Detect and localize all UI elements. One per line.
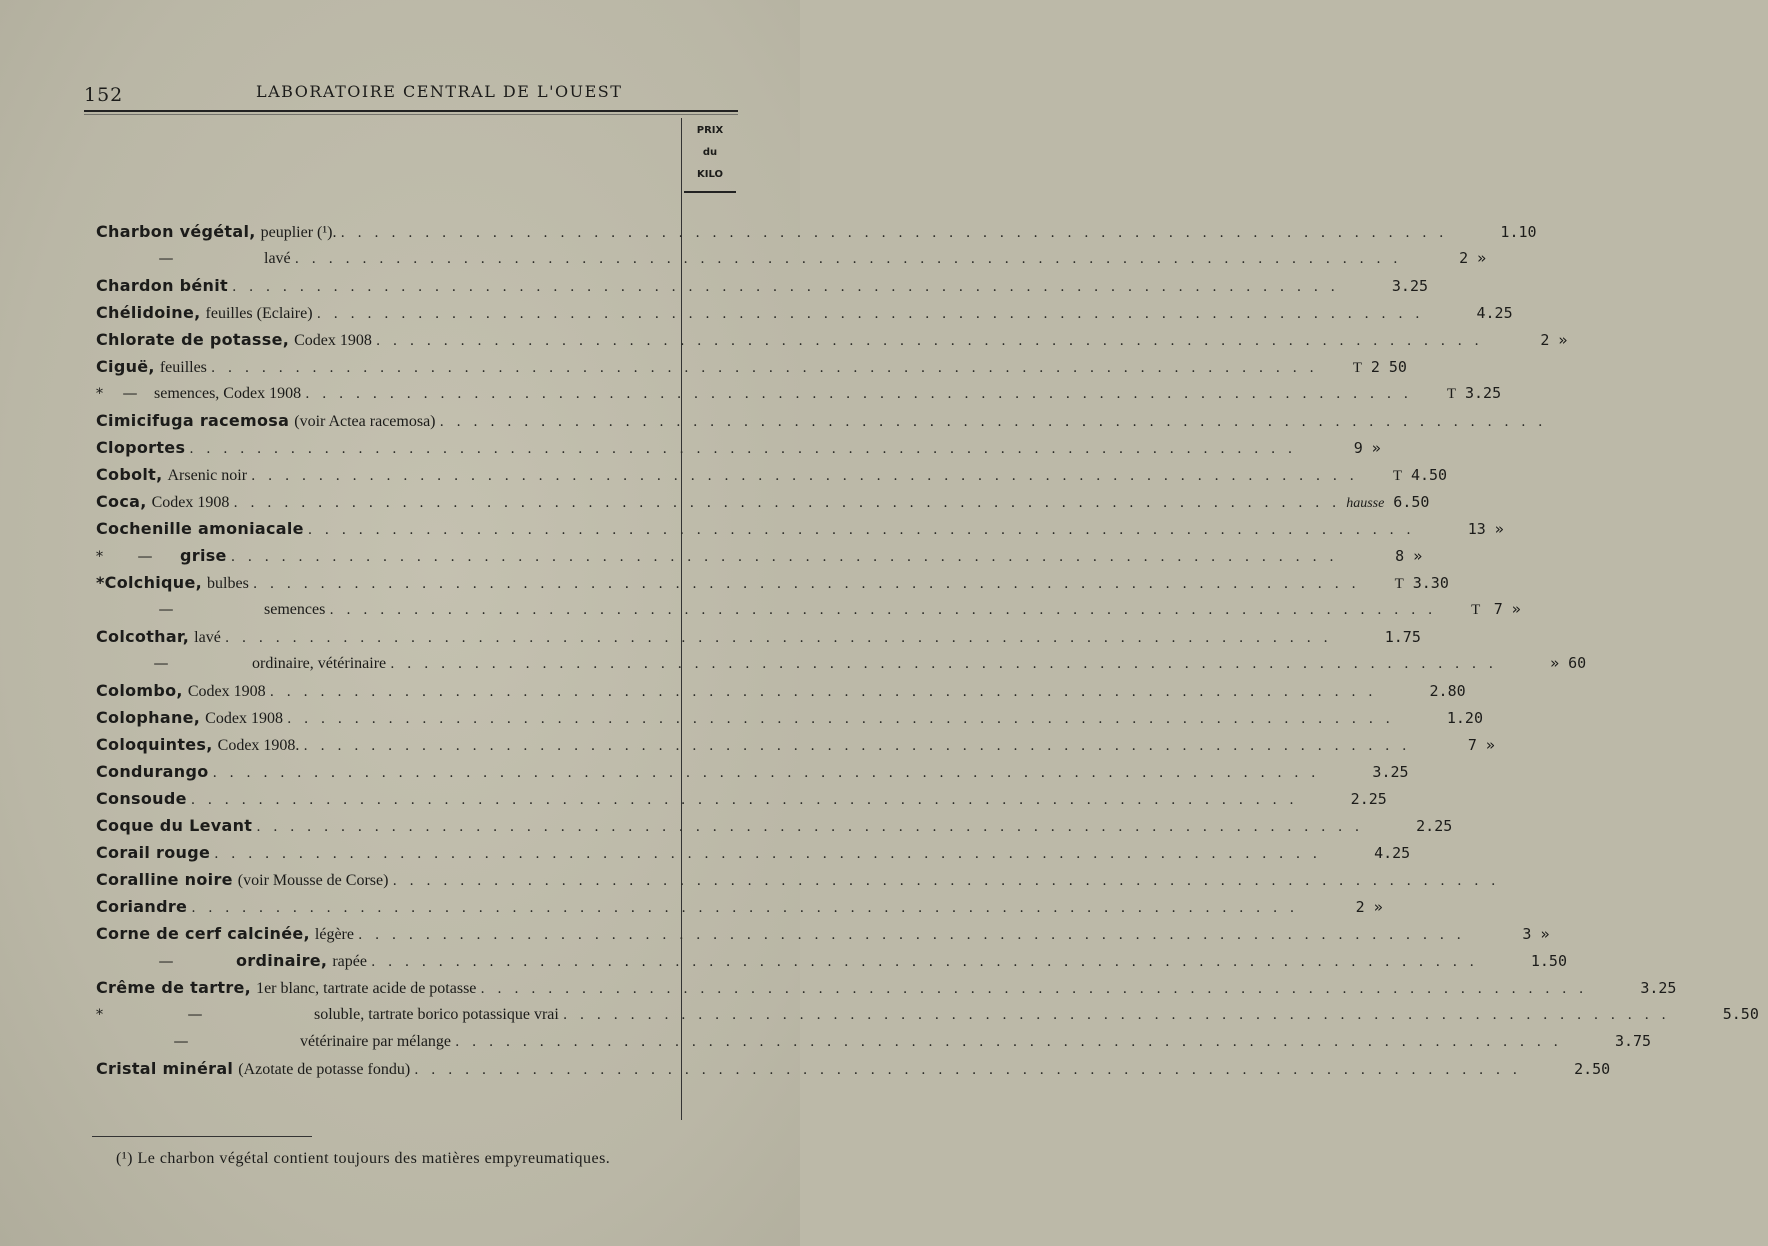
dot-leader	[392, 873, 1499, 889]
entry-label	[96, 249, 291, 268]
entry-description: feuilles (Eclaire)	[205, 305, 313, 322]
dot-leader	[233, 495, 1340, 511]
price-header-line3: KILO	[697, 169, 723, 180]
header-rule-thin	[84, 114, 738, 115]
entry-price: 2 50	[1370, 358, 1407, 376]
entry-price: 3.30	[1412, 574, 1449, 592]
dot-leader	[414, 1062, 1521, 1078]
entry-description: Codex 1908	[151, 494, 230, 511]
list-item	[96, 222, 1537, 248]
entry-price: 4.25	[1374, 844, 1411, 862]
entry-price: 3.25	[1465, 384, 1502, 402]
entry-term: Cochenille amoniacale	[96, 519, 304, 538]
entry-label	[96, 897, 187, 916]
entry-price: 7 »	[1493, 600, 1521, 618]
ditto-dash: —	[122, 384, 138, 402]
entry-price: 13 »	[1467, 520, 1504, 538]
list-item	[96, 438, 1381, 464]
dot-leader	[214, 846, 1321, 862]
entry-label	[96, 411, 436, 431]
entry-label	[96, 1032, 451, 1051]
list-item	[96, 330, 1568, 356]
entry-description: ordinaire, vétérinaire	[252, 655, 387, 672]
entry-term: Cloportes	[96, 438, 186, 457]
entry-description: (voir Mousse de Corse)	[237, 872, 389, 889]
entry-description: 1er blanc, tartrate acide de potasse	[256, 980, 477, 997]
entry-term: Condurango	[96, 762, 209, 781]
list-item	[96, 276, 1429, 302]
entry-mark: T	[1394, 576, 1404, 592]
entry-label	[96, 492, 229, 512]
entry-price: 1.50	[1530, 952, 1567, 970]
entry-price: 3.25	[1372, 763, 1409, 781]
entry-label	[96, 843, 210, 862]
list-item	[96, 1032, 1652, 1058]
page-header	[84, 80, 740, 110]
asterisk-marker: *	[96, 1007, 103, 1023]
entry-term: Corne de cerf calcinée,	[96, 924, 310, 943]
price-column-header	[682, 120, 738, 186]
entry-term: Corail rouge	[96, 843, 211, 862]
entry-label	[96, 654, 386, 673]
entry-term: Chardon bénit	[96, 276, 228, 295]
entry-term: Coca,	[96, 492, 147, 511]
entry-price: 3.75	[1614, 1032, 1652, 1050]
entry-description: feuilles	[159, 359, 207, 376]
list-item	[96, 519, 1504, 545]
ditto-dash: —	[137, 547, 153, 565]
list-item	[96, 1059, 1611, 1085]
entry-price: 5.50	[1722, 1005, 1759, 1023]
entry-description: Codex 1908	[294, 332, 372, 349]
entry-term: Charbon végétal,	[96, 222, 256, 241]
entry-term: Cristal minéral	[96, 1059, 234, 1078]
entry-price: » 60	[1550, 654, 1587, 672]
footnote: (¹) Le charbon végétal contient toujours des matières empyreumatiques.	[116, 1150, 611, 1167]
entry-label	[96, 1005, 559, 1024]
entry-label	[96, 519, 304, 538]
price-header-line1: PRIX	[696, 125, 724, 136]
entry-price: 3.25	[1391, 277, 1429, 295]
list-item	[96, 897, 1383, 923]
entry-term: Chlorate de potasse,	[96, 330, 290, 349]
entry-price: 8 »	[1395, 547, 1423, 565]
entry-mark: T	[1392, 468, 1403, 484]
entry-term: Coriandre	[96, 897, 188, 916]
dot-leader	[371, 954, 1478, 970]
list-item	[96, 573, 1449, 599]
dot-leader	[256, 819, 1363, 835]
entry-description: vétérinaire par mélange	[300, 1033, 452, 1050]
entry-price: 4.25	[1476, 304, 1513, 322]
dot-leader	[317, 306, 1424, 322]
entry-label	[96, 600, 325, 619]
entry-mark: T	[1471, 602, 1481, 618]
entry-price: 1.20	[1446, 709, 1483, 727]
asterisk-marker: *	[96, 549, 103, 565]
entry-price: 2.80	[1429, 682, 1466, 700]
dot-leader	[287, 711, 1394, 727]
dot-leader	[213, 765, 1320, 781]
list-item	[96, 762, 1409, 788]
entry-price: 4.50	[1410, 466, 1448, 484]
entry-term: Coralline noire	[96, 870, 233, 889]
list-item	[96, 951, 1567, 977]
entry-label	[96, 276, 228, 295]
list-item	[96, 924, 1550, 950]
entry-description: (voir Actea racemosa)	[294, 413, 436, 430]
dot-leader	[455, 1034, 1562, 1050]
list-item	[96, 249, 1487, 275]
entry-price: 1.75	[1384, 628, 1421, 646]
list-item	[96, 600, 1521, 626]
list-item	[96, 357, 1407, 383]
header-rule	[84, 110, 738, 112]
entry-mark: T	[1352, 360, 1362, 376]
list-item	[96, 681, 1466, 707]
price-header-rule	[684, 191, 736, 193]
dot-leader	[308, 522, 1415, 538]
entry-term: ordinaire,	[236, 951, 328, 970]
dot-leader	[225, 630, 1332, 646]
entry-description: semences	[264, 601, 326, 618]
entry-term: *Colchique,	[96, 573, 203, 592]
dot-leader	[191, 900, 1298, 916]
ditto-dash: —	[173, 1032, 189, 1050]
entry-label	[96, 924, 354, 944]
entry-price: 2 »	[1459, 249, 1487, 267]
entry-price: 2.25	[1416, 817, 1453, 835]
page-number: 152	[84, 84, 124, 106]
entry-label	[96, 222, 337, 242]
entry-label	[96, 681, 266, 701]
entry-price: 2 »	[1540, 331, 1568, 349]
entry-label	[96, 303, 313, 323]
entry-term: Coque du Levant	[96, 816, 253, 835]
entry-term: Ciguë,	[96, 357, 155, 376]
dot-leader	[231, 549, 1338, 565]
entry-description: Codex 1908	[205, 710, 283, 727]
asterisk-marker: *	[96, 386, 103, 402]
entry-label	[96, 978, 476, 998]
dot-leader	[270, 684, 1377, 700]
list-item	[96, 627, 1421, 653]
entry-label	[96, 357, 207, 377]
list-item	[96, 546, 1423, 572]
entry-term: Crême de tartre,	[96, 978, 252, 997]
dot-leader	[329, 602, 1436, 618]
dot-leader	[305, 386, 1412, 402]
list-item	[96, 465, 1448, 491]
list-item	[96, 1005, 1759, 1031]
list-item	[96, 654, 1587, 680]
entry-label	[96, 546, 227, 565]
dot-leader	[295, 251, 1402, 267]
dot-leader	[563, 1007, 1670, 1023]
entry-price: 3 »	[1522, 925, 1550, 943]
entry-label	[96, 627, 221, 647]
entry-term: Cobolt,	[96, 465, 163, 484]
dot-leader	[251, 468, 1358, 484]
entry-label	[96, 816, 252, 835]
entry-term: Cimicifuga racemosa	[96, 411, 290, 430]
entry-mark: hausse	[1346, 496, 1385, 511]
entry-label	[96, 465, 247, 485]
dot-leader	[232, 279, 1339, 295]
list-item	[96, 708, 1483, 734]
list-item	[96, 303, 1513, 329]
dot-leader	[440, 414, 1547, 430]
entry-description: Codex 1908	[187, 683, 266, 700]
entry-term: Colombo,	[96, 681, 183, 700]
entry-description: soluble, tartrate borico potassique vrai	[314, 1006, 559, 1023]
entry-label	[96, 735, 299, 755]
entry-mark: T	[1446, 386, 1457, 402]
ditto-dash: —	[153, 654, 169, 672]
ditto-dash: —	[158, 600, 174, 618]
entry-description: peuplier (¹).	[260, 224, 337, 241]
entry-price: 6.50	[1393, 493, 1430, 511]
entry-term: grise	[180, 546, 227, 565]
ditto-dash: —	[158, 249, 174, 267]
dot-leader	[341, 225, 1448, 241]
entry-label	[96, 573, 249, 593]
entry-price: 2.50	[1574, 1060, 1611, 1078]
entry-term: Chélidoine,	[96, 303, 201, 322]
footnote-rule	[92, 1136, 312, 1137]
dot-leader	[480, 981, 1587, 997]
dot-leader	[303, 738, 1410, 754]
running-title: LABORATOIRE CENTRAL DE L'OUEST	[256, 82, 623, 101]
entry-label	[96, 330, 372, 350]
entry-description: bulbes	[207, 575, 249, 592]
list-item	[96, 492, 1430, 518]
list-item	[96, 384, 1502, 410]
entry-description: lavé	[264, 250, 291, 267]
dot-leader	[390, 656, 1497, 672]
list-item	[96, 978, 1677, 1004]
entry-label	[96, 1059, 410, 1079]
entry-price: 9 »	[1353, 439, 1381, 457]
entry-price: 2 »	[1355, 898, 1383, 916]
entry-price: 3.25	[1640, 979, 1677, 997]
list-item	[96, 789, 1387, 815]
price-header-line2: du	[702, 147, 718, 158]
entry-label	[96, 870, 388, 890]
entry-label	[96, 762, 209, 781]
list-item	[96, 870, 736, 896]
entry-term: Colcothar,	[96, 627, 190, 646]
dot-leader	[191, 792, 1298, 808]
list-item	[96, 735, 1495, 761]
ditto-dash: —	[187, 1005, 203, 1023]
entry-description: rapée	[332, 953, 367, 970]
dot-leader	[253, 576, 1360, 592]
entry-label	[96, 384, 301, 403]
dot-leader	[211, 360, 1318, 376]
ditto-dash: —	[158, 952, 174, 970]
entry-price: 7 »	[1467, 736, 1495, 754]
entry-term: Coloquintes,	[96, 735, 213, 754]
list-item	[96, 411, 736, 437]
list-item	[96, 843, 1411, 869]
dot-leader	[189, 441, 1296, 457]
entry-description: semences, Codex 1908	[154, 385, 302, 402]
entry-price: 2.25	[1350, 790, 1387, 808]
entry-label	[96, 789, 187, 808]
entry-description: légère	[314, 926, 354, 943]
entry-term: Consoude	[96, 789, 187, 808]
entry-description: (Azotate de potasse fondu)	[238, 1061, 411, 1078]
entry-description: Codex 1908.	[217, 737, 300, 754]
dot-leader	[358, 927, 1465, 943]
entry-label	[96, 708, 283, 728]
entry-label	[96, 438, 185, 457]
entry-label	[96, 951, 367, 971]
entry-description: Arsenic noir	[167, 467, 248, 484]
dot-leader	[376, 333, 1483, 349]
entry-term: Colophane,	[96, 708, 201, 727]
list-item	[96, 816, 1453, 842]
entry-description: lavé	[194, 629, 221, 646]
entry-price: 1.10	[1500, 223, 1537, 241]
